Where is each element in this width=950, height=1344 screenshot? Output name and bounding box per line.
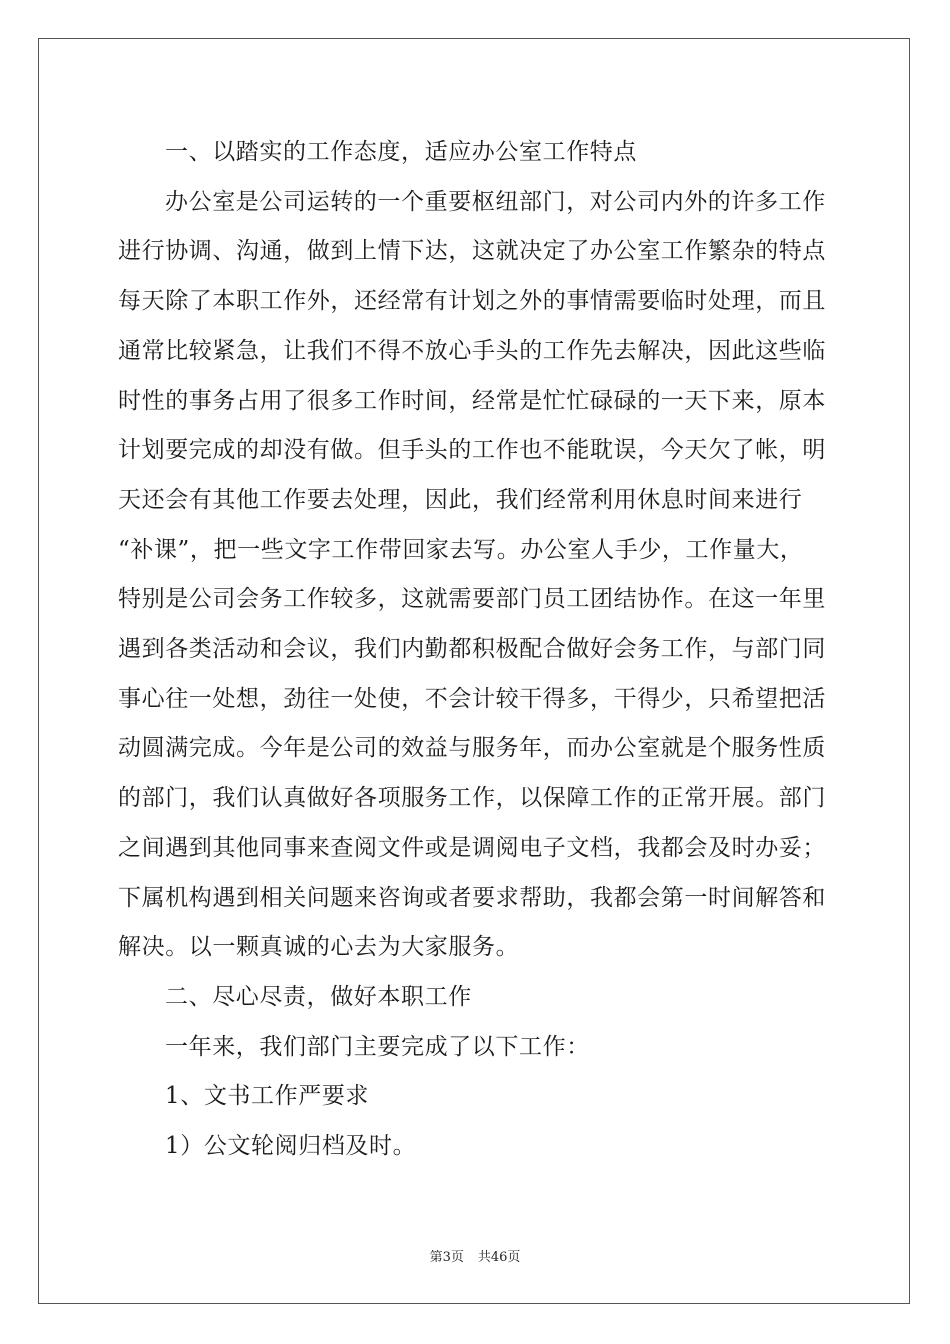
page-number: 第3页 [429,1250,464,1265]
list-item-1: 1、文书工作严要求 [165,1083,370,1110]
section-heading-1: 一、以踏实的工作态度，适应办公室工作特点 [165,139,637,165]
document-body [118,128,834,1172]
section-heading-2: 二、尽心尽责，做好本职工作 [165,983,472,1010]
paragraph-1 [118,178,834,973]
page-total: 共46页 [477,1250,521,1265]
page-footer [0,1246,950,1265]
paragraph-1-line: 的部门，我们认真做好各项服务工作，以保障工作的正常开展。部门 [118,785,826,812]
paragraph-1-line: 特别是公司会务工作较多，这就需要部门员工团结协作。在这一年里 [118,586,826,613]
paragraph-1-line: 进行协调、沟通，做到上情下达，这就决定了办公室工作繁杂的特点 [118,238,826,265]
paragraph-1-line: 天还会有其他工作要去处理，因此，我们经常利用休息时间来进行 [118,486,803,513]
paragraph-1-line: “补课”，把一些文字工作带回家去写。办公室人手少，工作量大， [118,536,804,563]
paragraph-1-line: 动圆满完成。今年是公司的效益与服务年，而办公室就是个服务性质 [118,735,826,762]
paragraph-1-line: 遇到各类活动和会议，我们内勤都积极配合做好会务工作，与部门同 [118,636,826,663]
paragraph-1-line: 每天除了本职工作外，还经常有计划之外的事情需要临时处理，而且 [118,288,826,315]
paragraph-1-line: 计划要完成的却没有做。但手头的工作也不能耽误，今天欠了帐，明 [118,437,826,464]
paragraph-1-line: 通常比较紧急，让我们不得不放心手头的工作先去解决，因此这些临 [118,337,826,364]
paragraph-1-line: 事心往一处想，劲往一处使，不会计较干得多，干得少，只希望把活 [118,685,826,712]
paragraph-2: 一年来，我们部门主要完成了以下工作： [165,1033,590,1060]
paragraph-1-line: 办公室是公司运转的一个重要枢纽部门，对公司内外的许多工作 [165,188,826,215]
list-subitem-1-1: 1）公文轮阅归档及时。 [165,1133,417,1160]
paragraph-1-line: 下属机构遇到相关问题来咨询或者要求帮助，我都会第一时间解答和 [118,884,826,911]
paragraph-1-line: 之间遇到其他同事来查阅文件或是调阅电子文档，我都会及时办妥； [118,834,826,861]
paragraph-1-line: 解决。以一颗真诚的心去为大家服务。 [118,934,520,961]
paragraph-1-line: 时性的事务占用了很多工作时间，经常是忙忙碌碌的一天下来，原本 [118,387,826,414]
